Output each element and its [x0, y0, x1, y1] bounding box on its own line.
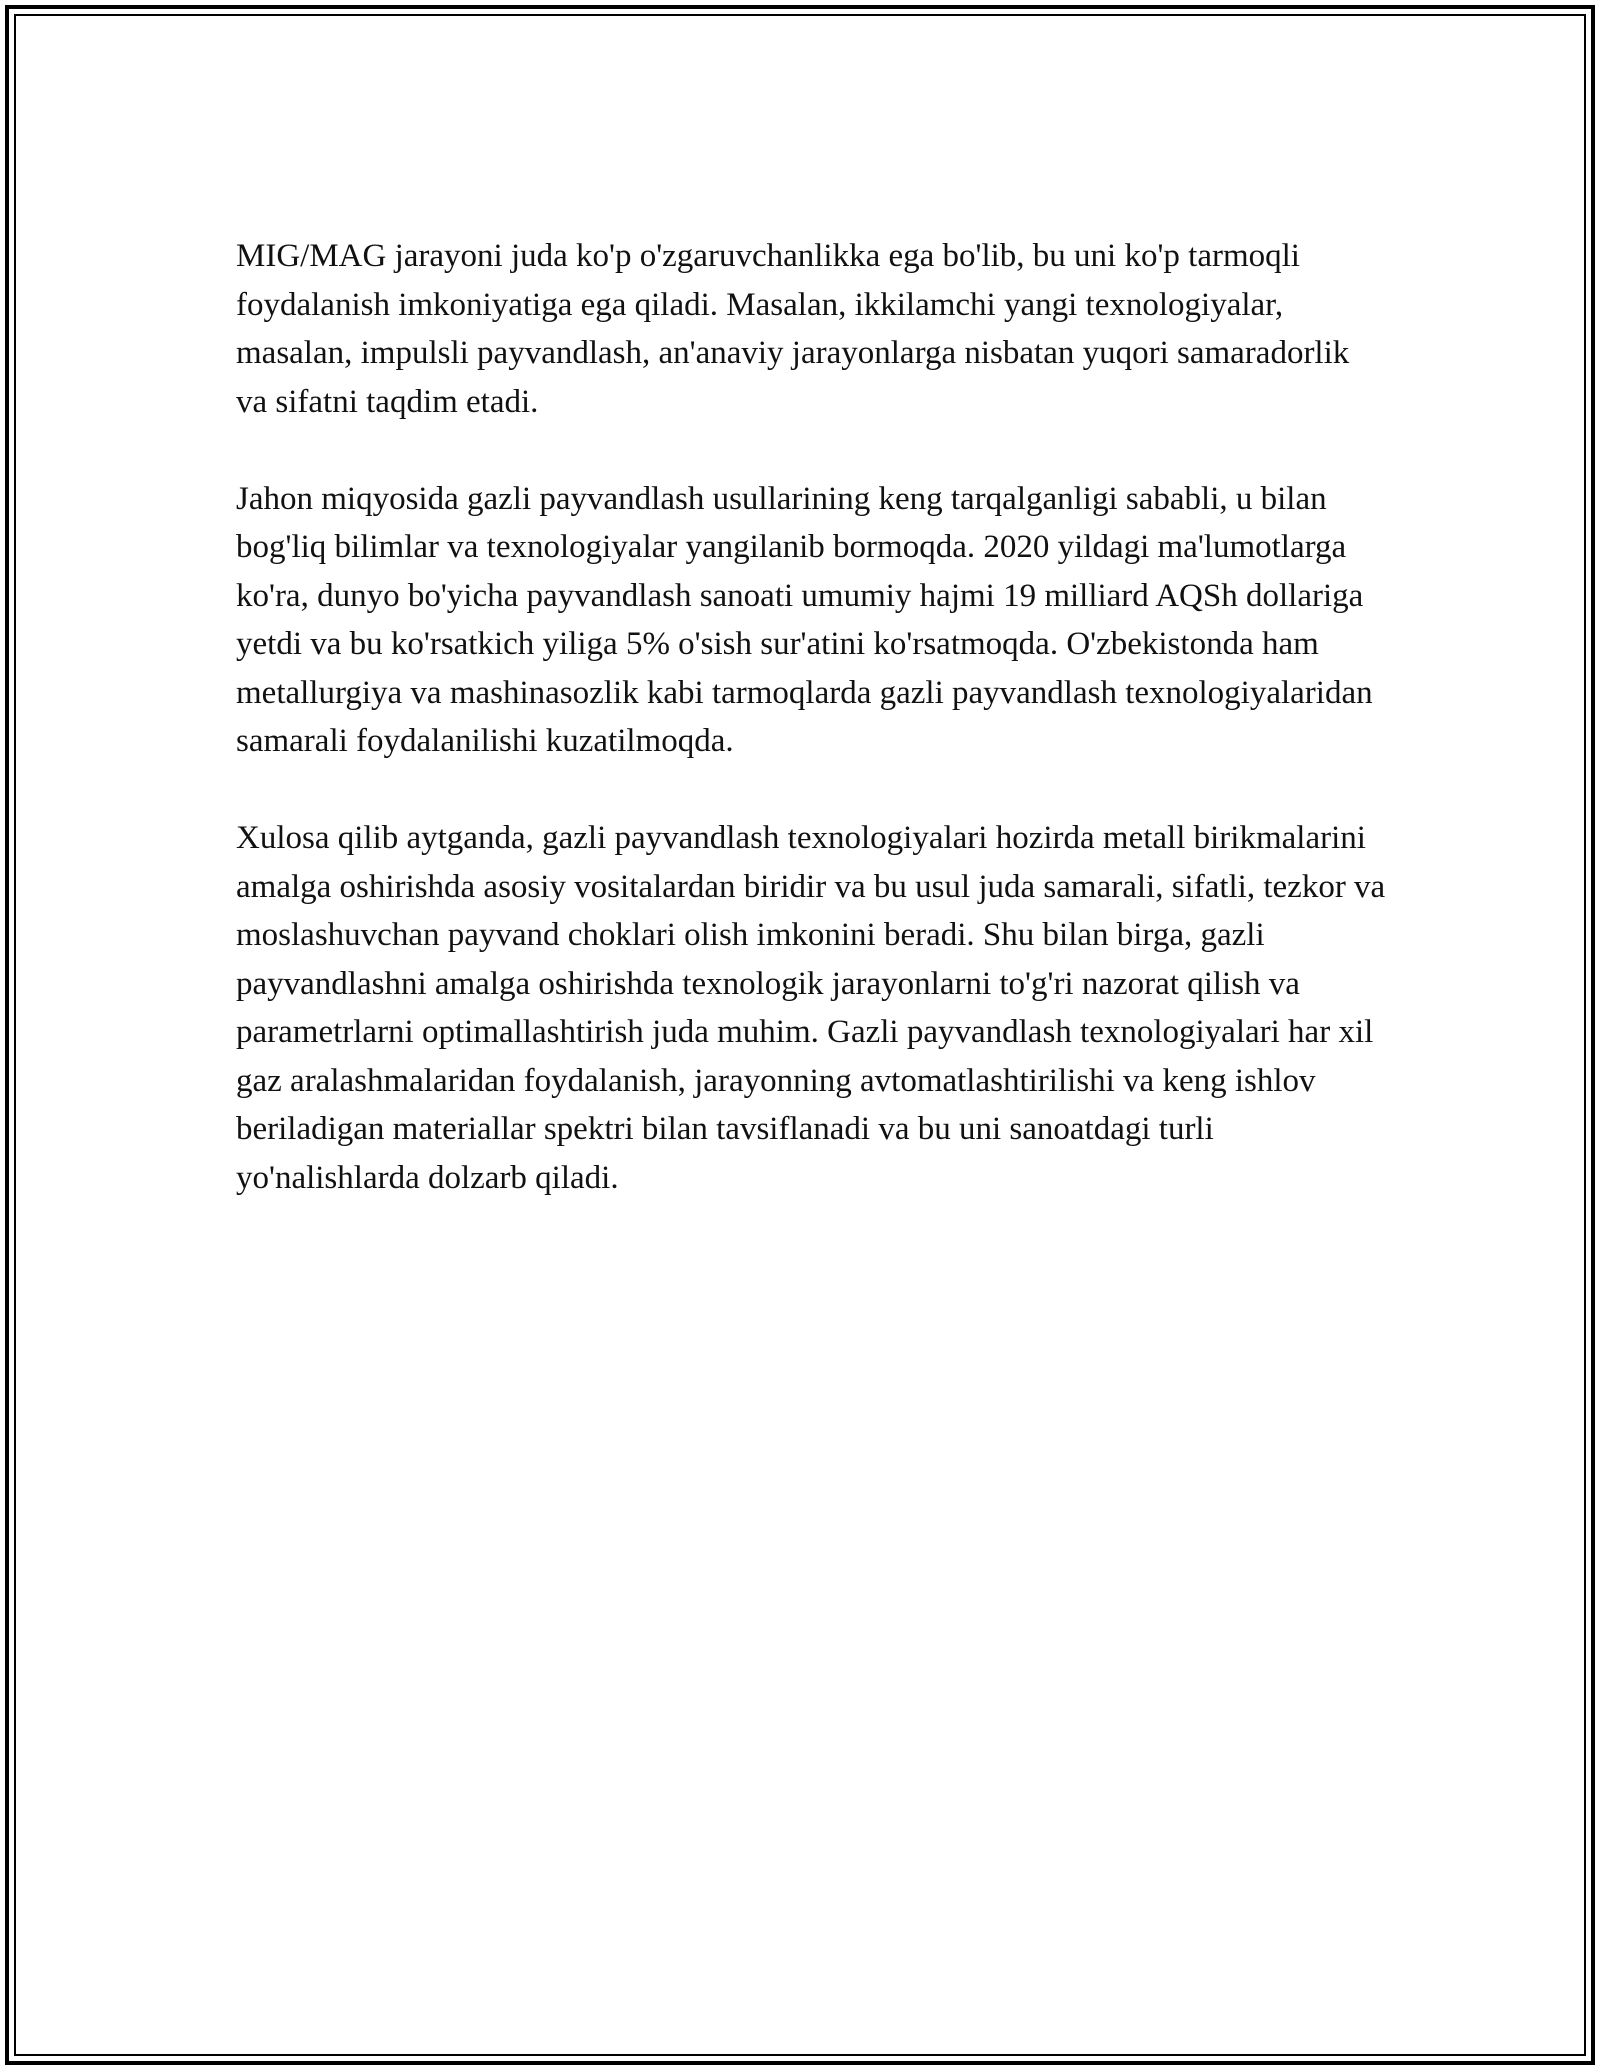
- paragraph-1: MIG/MAG jarayoni juda ko'p o'zgaruvchanlikka ega bo'lib, bu uni ko'p tarmoqli foydalanish imkoniyatiga ega qiladi. Masalan, ikkilamchi yangi texnologiyalar, masalan, impulsli payvandlash, an'anaviy jarayonlarga nisbatan yuqori samaradorlik va sifatni taqdim etadi.: [236, 238, 1350, 420]
- document-body: [236, 232, 1386, 1251]
- paragraph-3: Xulosa qilib aytganda, gazli payvandlash texnologiyalari hozirda metall birikmalarini amalga oshirishda asosiy vositalardan biridir va bu usul juda samarali, sifatli, tezkor va moslashuvchan payvand choklari olish imkonini beradi. Shu bilan birga, gazli payvandlashni amalga oshirishda texnologik jarayonlarni to'g'ri nazorat qilish va parametrlarni optimallashtirish juda muhim. Gazli payvandlash texnologiyalari har xil gaz aralashmalaridan foydalanish, jarayonning avtomatlashtirilishi va keng ishlov beriladigan materiallar spektri bilan tavsiflanadi va bu uni sanoatdagi turli yo'nalishlarda dolzarb qiladi.: [236, 820, 1386, 1196]
- paragraph-2: Jahon miqyosida gazli payvandlash usullarining keng tarqalganligi sababli, u bilan bog'liq bilimlar va texnologiyalar yangilanib bormoqda. 2020 yildagi ma'lumotlarga ko'ra, dunyo bo'yicha payvandlash sanoati umumiy hajmi 19 milliard AQSh dollariga yetdi va bu ko'rsatkich yiliga 5% o'sish sur'atini ko'rsatmoqda. O'zbekistonda ham metallurgiya va mashinasozlik kabi tarmoqlarda gazli payvandlash texnologiyalaridan samarali foydalanilishi kuzatilmoqda.: [236, 480, 1373, 759]
